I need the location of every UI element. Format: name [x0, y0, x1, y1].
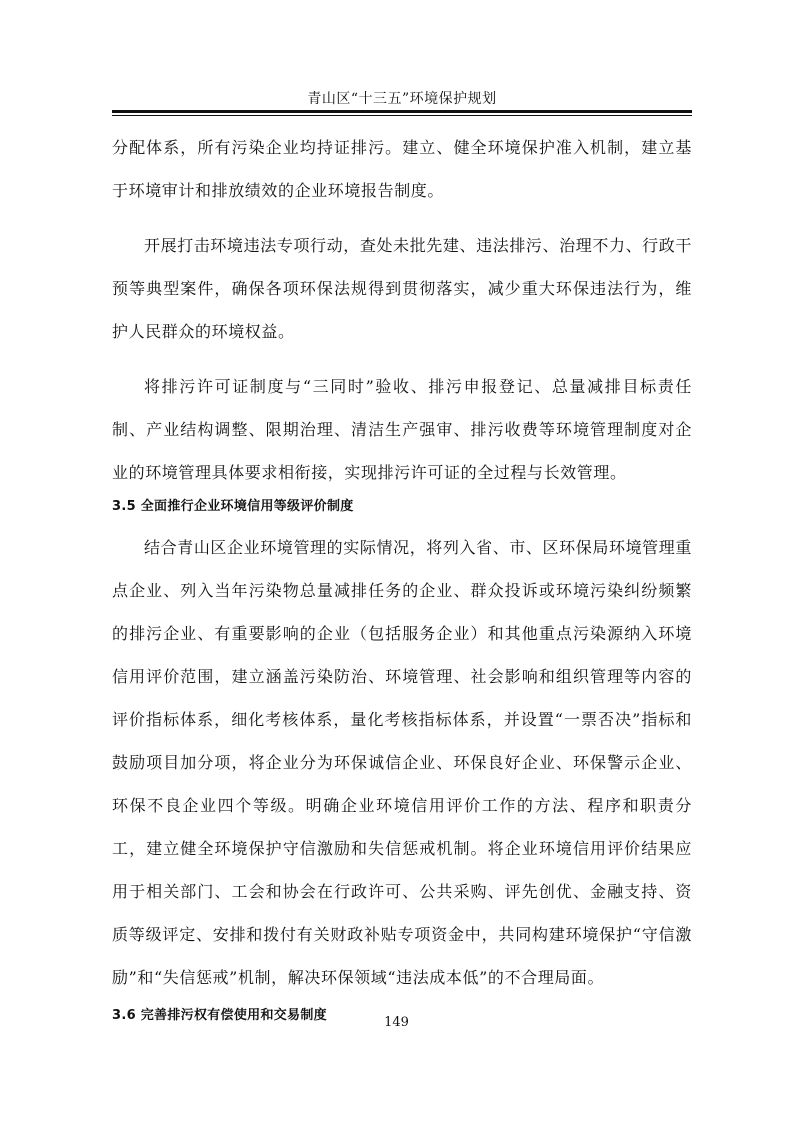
section-heading-3-5: 3.5 全面推行企业环境信用等级评价制度: [112, 499, 354, 514]
paragraph-3: 将排污许可证制度与“三同时”验收、排污申报登记、总量减排目标责任制、产业结构调整、限期治理、清洁生产强审、排污收费等环境管理制度对企业的环境管理具体要求相衔接，实现排污许可证的全过程与长效管理。: [112, 377, 692, 482]
section-heading-3-6: 3.6 完善排污权有偿使用和交易制度: [112, 1008, 327, 1023]
paragraph-1: 分配体系，所有污染企业均持证排污。建立、健全环境保护准入机制，建立基于环境审计和排放绩效的企业环境报告制度。: [112, 138, 692, 200]
running-header: 青山区“十三五”环境保护规划: [307, 91, 497, 107]
header-rule-thin: [112, 115, 692, 116]
page-number: 149: [384, 1015, 409, 1030]
paragraph-4: 结合青山区企业环境管理的实际情况，将列入省、市、区环保局环境管理重点企业、列入当年污染物总量减排任务的企业、群众投诉或环境污染纠纷频繁的排污企业、有重要影响的企业（包括服务企业）和其他重点污染源纳入环境信用评价范围，建立涵盖污染防治、环境管理、社会影响和组织管理等内容的评价指标体系，细化考核体系，量化考核指标体系，并设置“一票否决”指标和鼓励项目加分项，将企业分为环保诚信企业、环保良好企业、环保警示企业、环保不良企业四个等级。明确企业环境信用评价工作的方法、程序和职责分工，建立健全环境保护守信激励和失信惩戒机制。将企业环境信用评价结果应用于相关部门、工会和协会在行政许可、公共采购、评先创优、金融支持、资质等级评定、安排和拨付有关财政补贴专项资金中，共同构建环境保护“守信激励”和“失信惩戒”机制，解决环保领域“违法成本低”的不合理局面。: [112, 538, 692, 987]
paragraph-2: 开展打击环境违法专项行动，查处未批先建、违法排污、治理不力、行政干预等典型案件，确保各项环保法规得到贯彻落实，减少重大环保违法行为，维护人民群众的环境权益。: [112, 236, 692, 341]
header-rule-thick: [112, 110, 692, 113]
page-body: [112, 126, 692, 1029]
